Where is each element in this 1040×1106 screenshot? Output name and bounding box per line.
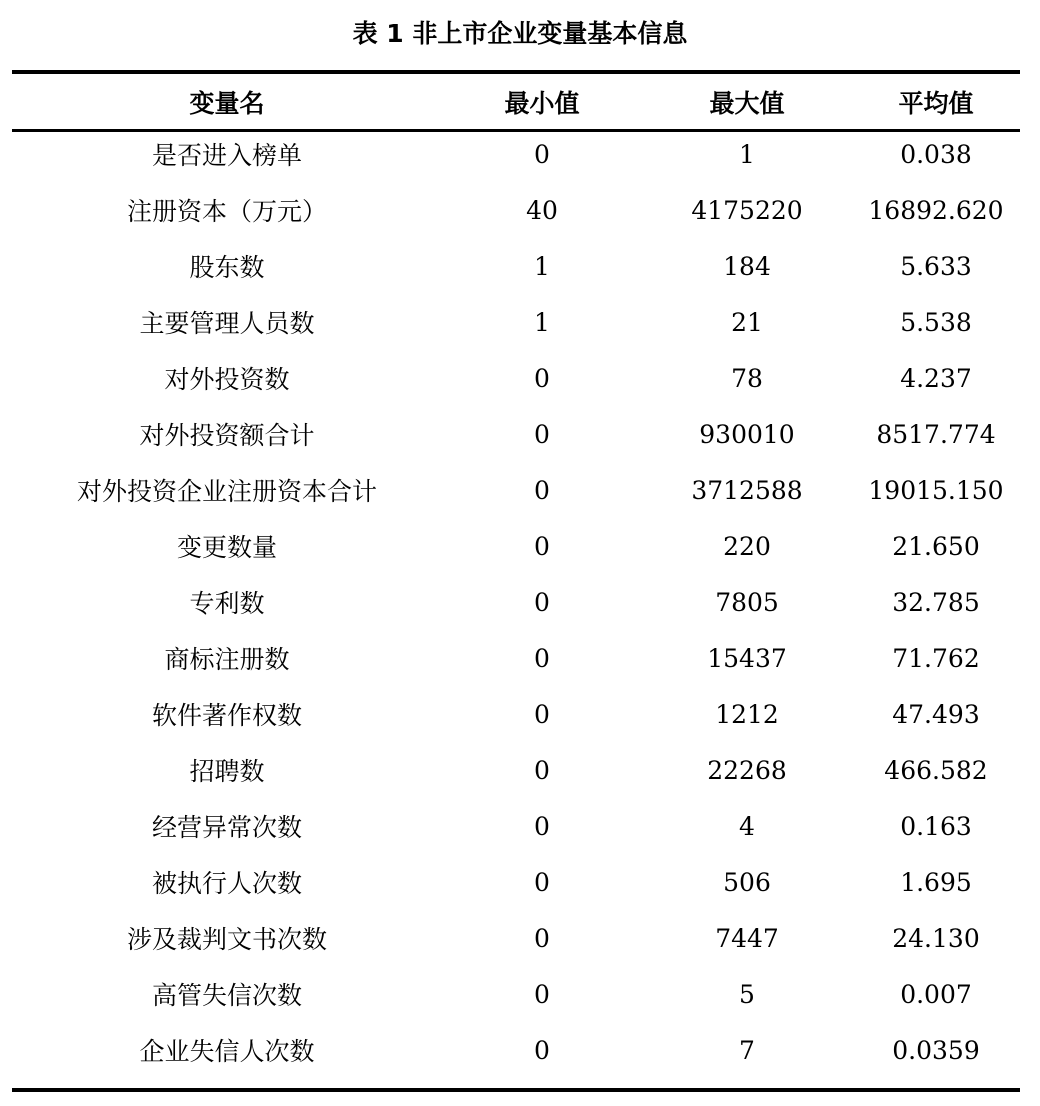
cell-max-value: 5 [739, 979, 755, 1009]
cell-mean-value: 21.650 [892, 531, 980, 561]
table-row [12, 574, 1020, 630]
table-row [12, 686, 1020, 742]
table-row [12, 126, 1020, 182]
cell-mean-value: 0.038 [900, 139, 972, 169]
cell-variable-name: 高管失信次数 [151, 981, 302, 1010]
table-row [12, 910, 1020, 966]
cell-variable-name: 企业失信人次数 [139, 1037, 315, 1066]
table-row [12, 294, 1020, 350]
table-row [12, 1022, 1020, 1078]
table-row [12, 350, 1020, 406]
cell-variable-name: 商标注册数 [164, 645, 290, 674]
cell-mean-value: 71.762 [892, 643, 980, 673]
cell-mean-value: 47.493 [892, 699, 980, 729]
cell-min-value: 1 [534, 251, 550, 281]
cell-max-value: 4175220 [691, 195, 803, 225]
cell-max-value: 78 [731, 363, 763, 393]
cell-variable-name: 是否进入榜单 [151, 141, 302, 170]
table-body [12, 126, 1020, 1078]
table-row [12, 182, 1020, 238]
cell-max-value: 21 [731, 307, 763, 337]
cell-min-value: 0 [534, 1035, 550, 1065]
cell-min-value: 0 [534, 811, 550, 841]
cell-mean-value: 8517.774 [876, 419, 996, 449]
cell-min-value: 0 [534, 979, 550, 1009]
cell-min-value: 0 [534, 531, 550, 561]
table-row [12, 966, 1020, 1022]
cell-variable-name: 注册资本（万元） [126, 197, 327, 226]
cell-max-value: 7805 [715, 587, 779, 617]
cell-max-value: 4 [739, 811, 755, 841]
header-mean-value: 平均值 [898, 88, 974, 118]
cell-min-value: 40 [526, 195, 558, 225]
cell-variable-name: 股东数 [189, 253, 265, 282]
cell-max-value: 506 [723, 867, 771, 897]
cell-variable-name: 对外投资额合计 [139, 421, 315, 450]
header-min-value: 最小值 [504, 88, 580, 118]
cell-min-value: 0 [534, 587, 550, 617]
cell-variable-name: 主要管理人员数 [139, 309, 315, 338]
cell-mean-value: 0.163 [900, 811, 972, 841]
cell-max-value: 1 [739, 139, 755, 169]
table-row [12, 854, 1020, 910]
cell-variable-name: 变更数量 [176, 533, 277, 562]
cell-variable-name: 经营异常次数 [151, 813, 302, 842]
cell-min-value: 0 [534, 419, 550, 449]
cell-mean-value: 32.785 [892, 587, 980, 617]
table-row [12, 798, 1020, 854]
cell-max-value: 930010 [699, 419, 795, 449]
cell-min-value: 0 [534, 475, 550, 505]
header-max-value: 最大值 [709, 88, 785, 118]
cell-max-value: 15437 [707, 643, 787, 673]
cell-variable-name: 对外投资企业注册资本合计 [76, 477, 377, 506]
table-row [12, 742, 1020, 798]
cell-mean-value: 0.0359 [892, 1035, 980, 1065]
cell-min-value: 1 [534, 307, 550, 337]
table-row [12, 630, 1020, 686]
cell-mean-value: 24.130 [892, 923, 980, 953]
cell-variable-name: 对外投资数 [164, 365, 290, 394]
table-title: 表 1 非上市企业变量基本信息 [352, 19, 688, 48]
cell-max-value: 184 [723, 251, 771, 281]
table-header [12, 74, 1020, 129]
header-variable-name: 变量名 [189, 88, 265, 118]
cell-min-value: 0 [534, 867, 550, 897]
cell-variable-name: 涉及裁判文书次数 [126, 925, 327, 954]
cell-max-value: 220 [723, 531, 771, 561]
cell-min-value: 0 [534, 139, 550, 169]
cell-variable-name: 软件著作权数 [151, 701, 302, 730]
cell-min-value: 0 [534, 699, 550, 729]
cell-min-value: 0 [534, 923, 550, 953]
cell-variable-name: 专利数 [189, 589, 265, 618]
cell-mean-value: 1.695 [900, 867, 972, 897]
cell-max-value: 7447 [715, 923, 779, 953]
cell-mean-value: 5.633 [900, 251, 972, 281]
cell-mean-value: 466.582 [884, 755, 988, 785]
cell-min-value: 0 [534, 755, 550, 785]
table-row [12, 406, 1020, 462]
cell-min-value: 0 [534, 363, 550, 393]
cell-min-value: 0 [534, 643, 550, 673]
cell-variable-name: 招聘数 [189, 757, 265, 786]
cell-mean-value: 0.007 [900, 979, 972, 1009]
table-row [12, 462, 1020, 518]
cell-mean-value: 4.237 [900, 363, 972, 393]
cell-max-value: 3712588 [691, 475, 803, 505]
cell-max-value: 7 [739, 1035, 755, 1065]
table-row [12, 518, 1020, 574]
cell-max-value: 22268 [707, 755, 787, 785]
cell-max-value: 1212 [715, 699, 779, 729]
cell-mean-value: 19015.150 [868, 475, 1004, 505]
table-row [12, 238, 1020, 294]
table-bottom-rule [12, 1088, 1020, 1092]
cell-mean-value: 16892.620 [868, 195, 1004, 225]
cell-variable-name: 被执行人次数 [151, 869, 302, 898]
cell-mean-value: 5.538 [900, 307, 972, 337]
